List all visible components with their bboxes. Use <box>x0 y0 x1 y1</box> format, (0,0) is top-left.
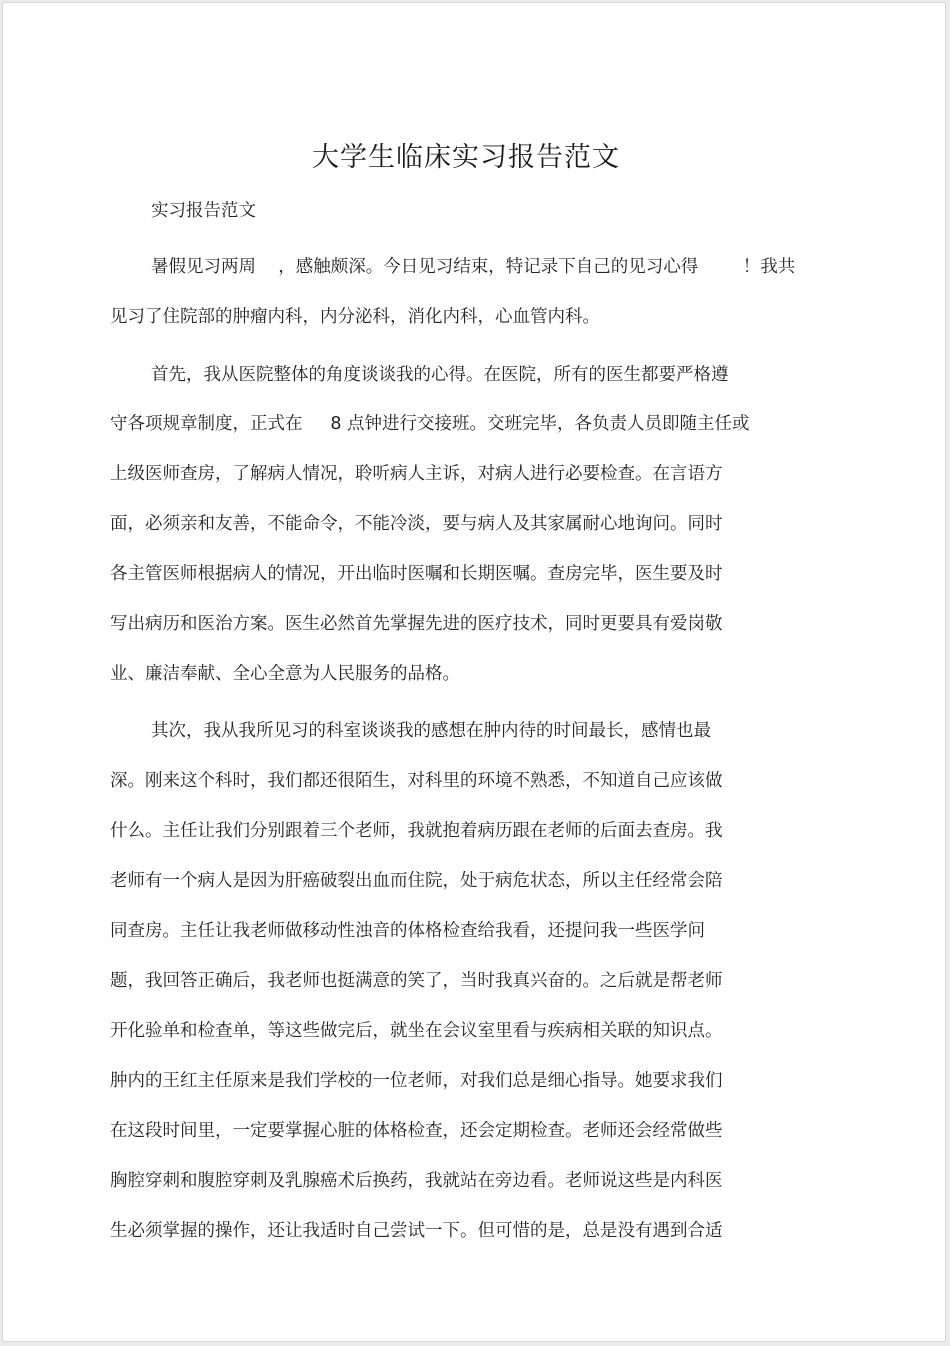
paragraph-1-line-2: 见习了住院部的肿瘤内科，内分泌科，消化内科，心血管内科。 <box>110 307 600 327</box>
paragraph-3-line-3: 什么。主任让我们分别跟着三个老师，我就抱着病历跟在老师的后面去查房。我 <box>110 821 723 841</box>
paragraph-3-line-8: 肿内的王红主任原来是我们学校的一位老师，对我们总是细心指导。她要求我们 <box>110 1071 723 1091</box>
paragraph-2-line-4: 面，必须亲和友善，不能命令，不能冷淡，要与病人及其家属耐心地询问。同时 <box>110 514 723 534</box>
paragraph-2-line-5: 各主管医师根据病人的情况，开出临时医嘱和长期医嘱。查房完毕，医生要及时 <box>110 564 723 584</box>
document-title: 大学生临床实习报告范文 <box>312 142 620 173</box>
paragraph-2-line-3: 上级医师查房，了解病人情况，聆听病人主诉，对病人进行必要检查。在言语方 <box>110 464 723 484</box>
paragraph-3-line-1: 其次，我从我所见习的科室谈谈我的感想在肿内待的时间最长，感情也最 <box>151 721 711 741</box>
paragraph-3-line-9: 在这段时间里，一定要掌握心脏的体格检查，还会定期检查。老师还会经常做些 <box>110 1121 723 1141</box>
paragraph-2-line-6: 写出病历和医治方案。医生必然首先掌握先进的医疗技术，同时更要具有爱岗敬 <box>110 614 723 634</box>
paragraph-3-line-2: 深。刚来这个科时，我们都还很陌生，对科里的环境不熟悉，不知道自己应该做 <box>110 771 723 791</box>
paragraph-3-line-6: 题，我回答正确后，我老师也挺满意的笑了，当时我真兴奋的。之后就是帮老师 <box>110 971 723 991</box>
document-page <box>2 2 946 1342</box>
paragraph-3-line-7: 开化验单和检查单，等这些做完后，就坐在会议室里看与疾病相关联的知识点。 <box>110 1021 723 1041</box>
paragraph-3-line-5: 同查房。主任让我老师做移动性浊音的体格检查给我看，还提问我一些医学问 <box>110 921 705 941</box>
paragraph-2-line-1: 首先，我从医院整体的角度谈谈我的心得。在医院，所有的医生都要严格遵 <box>151 365 729 385</box>
paragraph-3-line-4: 老师有一个病人是因为肝癌破裂出血而住院，处于病危状态，所以主任经常会陪 <box>110 871 723 891</box>
paragraph-2-line-2: 守各项规章制度，正式在 8 点钟进行交接班。交班完毕，各负责人员即随主任或 <box>110 414 750 434</box>
paragraph-3-line-10: 胸腔穿刺和腹腔穿刺及乳腺癌术后换药，我就站在旁边看。老师说这些是内科医 <box>110 1171 723 1191</box>
paragraph-2-line-7: 业、廉洁奉献、全心全意为人民服务的品格。 <box>110 664 460 684</box>
document-subtitle: 实习报告范文 <box>151 201 256 221</box>
paragraph-3-line-11: 生必须掌握的操作，还让我适时自己尝试一下。但可惜的是，总是没有遇到合适 <box>110 1221 723 1241</box>
paragraph-1-line-1: 暑假见习两周 ，感触颇深。今日见习结束，特记录下自己的见习心得 ！我共 <box>151 257 796 277</box>
